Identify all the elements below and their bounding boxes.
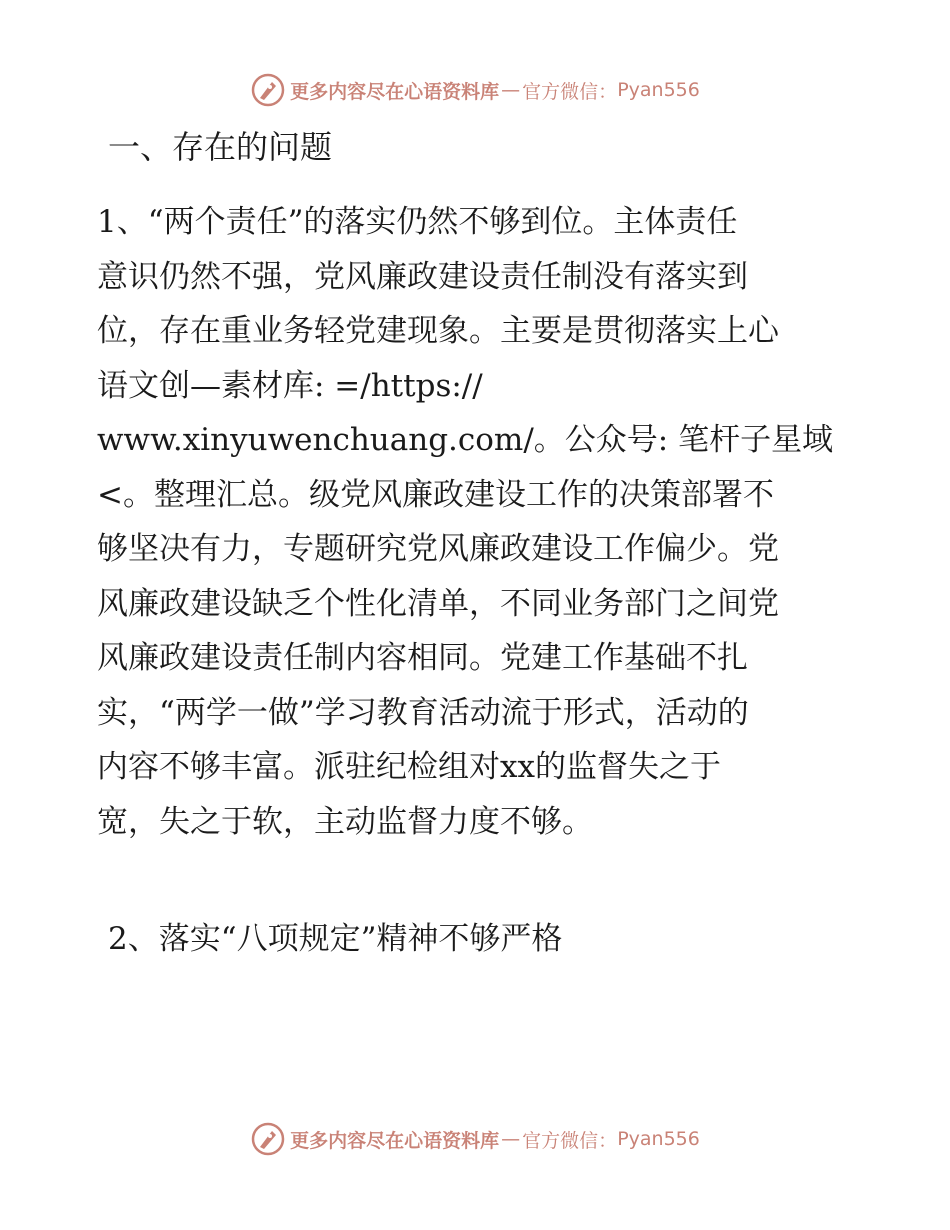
paragraph-line: 位，存在重业务轻党建现象。主要是贯彻落实上心 <box>97 313 779 349</box>
pen-nib-icon <box>250 1121 286 1157</box>
paragraph-line: 实，“两学一做”学习教育活动流于形式，活动的 <box>97 694 749 731</box>
banner-official-label: 官方微信： <box>522 80 618 103</box>
banner-account: Pyan556 <box>617 79 700 101</box>
paragraph-line: <。整理汇总。级党风廉政建设工作的决策部署不 <box>97 476 774 513</box>
banner-slogan: 更多内容尽在心语资料库 <box>290 1129 500 1152</box>
paragraph-1 <box>97 195 857 849</box>
section-heading: 一、存在的问题 <box>108 128 333 166</box>
paragraph-line: 内容不够丰富。派驻纪检组对xx的监督失之于 <box>97 749 721 785</box>
banner-slogan: 更多内容尽在心语资料库 <box>290 80 500 103</box>
paragraph-line: 意识仍然不强，党风廉政建设责任制没有落实到 <box>97 258 748 295</box>
pen-nib-icon <box>250 72 286 108</box>
paragraph-line: 风廉政建设缺乏个性化清单，不同业务部门之间党 <box>97 585 779 622</box>
paragraph-2: 2、落实“八项规定”精神不够严格 <box>108 921 563 957</box>
paragraph-line: 够坚决有力，专题研究党风廉政建设工作偏少。党 <box>97 531 779 567</box>
banner-official-label: 官方微信： <box>522 1129 618 1152</box>
paragraph-line: 风廉政建设责任制内容相同。党建工作基础不扎 <box>97 640 748 676</box>
banner-account: Pyan556 <box>617 1128 700 1150</box>
paragraph-line: 宽，失之于软，主动监督力度不够。 <box>97 803 593 840</box>
paragraph-line: 语文创—素材库: =/https:// <box>97 367 483 404</box>
header-banner <box>0 70 950 110</box>
paragraph-line: 1、“两个责任”的落实仍然不够到位。主体责任 <box>97 204 738 240</box>
paragraph-line: www.xinyuwenchuang.com/。公众号: 笔杆子星域 <box>97 422 834 458</box>
footer-banner <box>0 1119 950 1159</box>
banner-dash: — <box>501 79 521 101</box>
banner-dash: — <box>501 1128 521 1150</box>
